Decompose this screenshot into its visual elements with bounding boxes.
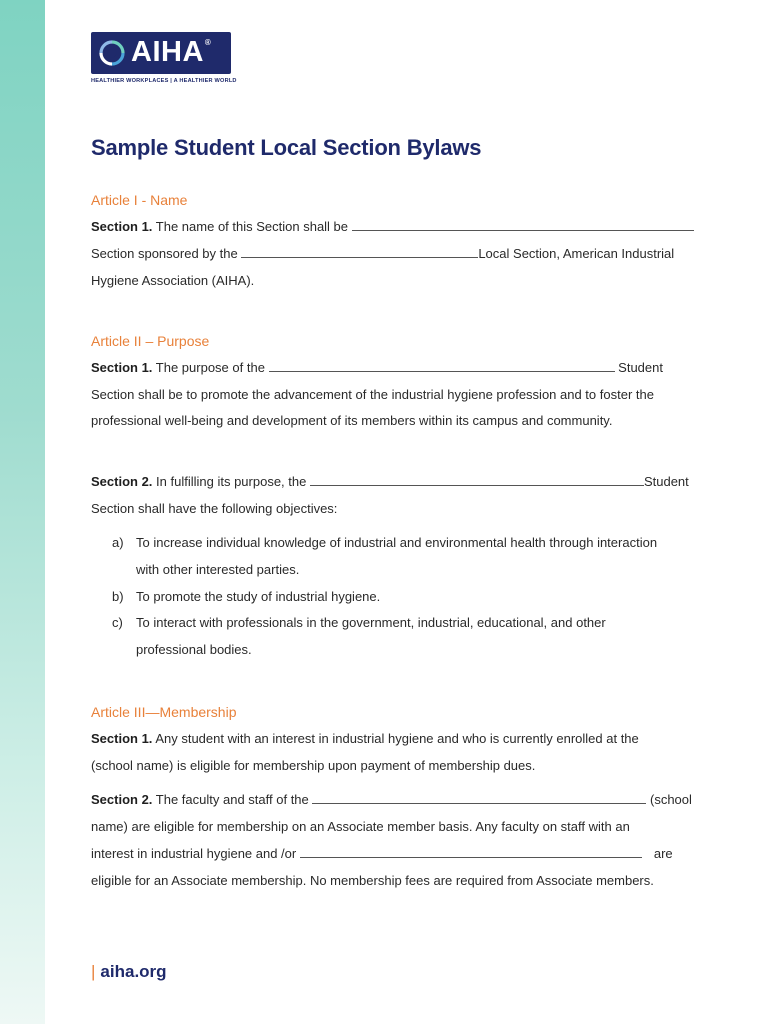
list-item-continuation: with other interested parties. (136, 562, 300, 577)
article-2-section-2-line-1 (91, 474, 689, 489)
section-label: Section 2. (91, 474, 153, 489)
section-label: Section 2. (91, 792, 153, 807)
logo-wordmark: AIHA® (131, 36, 212, 68)
section-text: Local Section, American Industrial (478, 246, 675, 261)
article-2-section-1-line-3: professional well-being and development of its members within its campus and community. (91, 413, 613, 428)
fill-in-blank[interactable] (269, 370, 615, 372)
section-text: are (653, 846, 673, 861)
article-3-section-2-line-4: eligible for an Associate membership. No membership fees are required from Associate members. (91, 873, 654, 888)
list-item: To promote the study of industrial hygiene. (136, 589, 381, 604)
section-text: The purpose of the (152, 360, 269, 375)
article-1-section-1-line-2 (91, 246, 674, 261)
article-1-section-1-line-3: Hygiene Association (AIHA). (91, 273, 255, 288)
logo-box (91, 32, 231, 74)
list-item: To interact with professionals in the government, industrial, educational, and other (136, 615, 606, 630)
article-2-section-1-line-2: Section shall be to promote the advancement of the industrial hygiene profession and to foster the (91, 387, 654, 402)
list-marker: a) (112, 535, 124, 550)
fill-in-blank[interactable] (241, 256, 478, 258)
section-text: Student (643, 474, 689, 489)
decorative-side-strip (0, 0, 45, 1024)
fill-in-blank[interactable] (300, 856, 642, 858)
article-3-section-1-line-2: (school name) is eligible for membership upon payment of membership dues. (91, 758, 536, 773)
list-marker: b) (112, 589, 124, 604)
fill-in-blank[interactable] (312, 802, 646, 804)
footer-url[interactable]: aiha.org (100, 962, 167, 981)
section-text: interest in industrial hygiene and /or (91, 846, 300, 861)
section-text: Section sponsored by the (91, 246, 242, 261)
article-1-heading: Article I - Name (91, 192, 188, 208)
footer-bar: | (91, 962, 96, 981)
section-text: The faculty and staff of the (152, 792, 313, 807)
section-label: Section 1. (91, 219, 153, 234)
section-label: Section 1. (91, 731, 153, 746)
section-text: (school (646, 792, 692, 807)
aiha-logo (91, 32, 237, 84)
article-2-heading: Article II – Purpose (91, 333, 210, 349)
article-2-section-1-line-1 (91, 360, 663, 375)
section-text: The name of this Section shall be (152, 219, 352, 234)
page-title: Sample Student Local Section Bylaws (91, 135, 482, 160)
article-3-section-2-line-3 (91, 846, 673, 861)
list-item-continuation: professional bodies. (136, 642, 252, 657)
fill-in-blank[interactable] (352, 229, 694, 231)
fill-in-blank[interactable] (310, 484, 644, 486)
list-item: To increase individual knowledge of industrial and environmental health through interaction (136, 535, 658, 550)
section-label: Section 1. (91, 360, 153, 375)
section-text: Any student with an interest in industrial hygiene and who is currently enrolled at the (152, 731, 639, 746)
logo-tagline: HEALTHIER WORKPLACES | A HEALTHIER WORLD (91, 78, 237, 84)
article-2-section-2-line-2: Section shall have the following objectives: (91, 501, 338, 516)
article-3-heading: Article III—Membership (91, 704, 237, 720)
article-3-section-1-line-1 (91, 731, 639, 746)
list-marker: c) (112, 615, 123, 630)
article-3-section-2-line-2: name) are eligible for membership on an Associate member basis. Any faculty on staff with an (91, 819, 630, 834)
article-3-section-2-line-1 (91, 792, 692, 807)
section-text: In fulfilling its purpose, the (152, 474, 310, 489)
footer-link[interactable] (91, 962, 167, 982)
article-1-section-1-line-1 (91, 219, 694, 234)
logo-ring-icon (99, 40, 125, 66)
section-text: Student (614, 360, 663, 375)
